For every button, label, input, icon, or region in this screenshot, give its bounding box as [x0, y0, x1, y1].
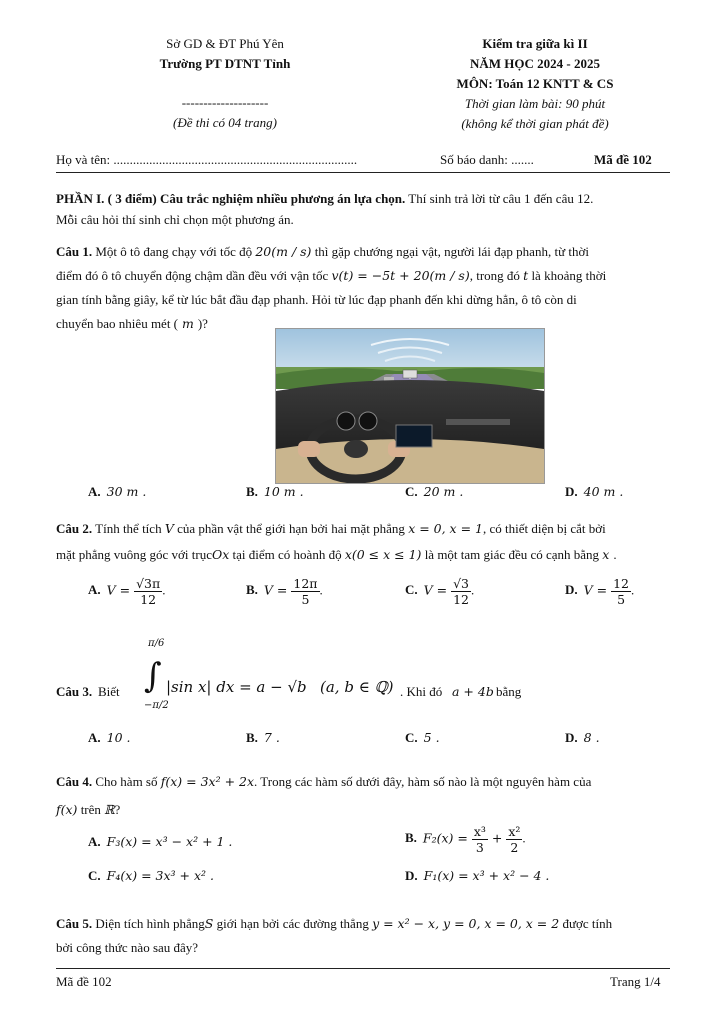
question-5	[56, 912, 676, 960]
q5-text: bởi công thức nào sau đây?	[56, 940, 199, 955]
q4-option-a[interactable]	[88, 834, 232, 850]
frac-den: 5	[301, 592, 310, 607]
option-fraction	[611, 576, 631, 607]
q3-integral: |sin x| dx = a − √b	[166, 678, 307, 696]
option-fraction	[506, 824, 522, 855]
q1-text: điểm đó ô tô chuyển động chậm dần đều với vận tốc	[56, 268, 332, 283]
q4-reals: ℝ	[104, 802, 115, 817]
footer-divider	[56, 968, 670, 969]
car-dashboard-braking-icon	[276, 329, 544, 483]
option-text: F₂(x) =	[422, 830, 472, 846]
q1-label: Câu 1.	[56, 244, 93, 259]
student-info-line	[56, 152, 670, 170]
option-text: V =	[583, 582, 612, 598]
q3-option-c[interactable]	[405, 730, 440, 746]
q2-option-d[interactable]	[565, 576, 634, 607]
option-label: A.	[88, 582, 101, 598]
q4-text: ?	[114, 802, 121, 817]
car-dashboard-photo	[275, 328, 545, 484]
q4-label: Câu 4.	[56, 774, 93, 789]
option-text: +	[487, 830, 507, 846]
q5-text: Diện tích hình phẳng	[92, 916, 205, 931]
option-text: F₄(x) = 3x³ + x² .	[106, 868, 214, 883]
option-text: 5 .	[423, 730, 440, 745]
q2-text: mặt phẳng vuông góc với trục	[56, 547, 212, 562]
q2-text: là một tam giác đều có cạnh bằng	[421, 547, 603, 562]
name-label: Họ và tên: ...........................................................................	[56, 152, 358, 167]
option-text: V =	[263, 582, 292, 598]
q2-option-c[interactable]	[405, 576, 474, 607]
option-text: 8 .	[583, 730, 600, 745]
q1-text: )?	[197, 316, 208, 331]
q1-text: Một ô tô đang chạy với tốc độ	[92, 244, 256, 259]
q1-var-t: t	[523, 268, 529, 283]
option-label: D.	[405, 868, 418, 883]
option-label: C.	[405, 582, 418, 598]
frac-den: 12	[140, 592, 157, 607]
integral-sign: ∫	[144, 656, 162, 696]
option-text: 10 .	[106, 730, 131, 745]
q1-text: là khoảng thời	[528, 268, 607, 283]
option-text: 20 m .	[423, 484, 464, 499]
option-text: .	[319, 582, 323, 598]
q1-option-b[interactable]	[246, 484, 304, 500]
q1-option-c[interactable]	[405, 484, 463, 500]
option-text: F₃(x) = x³ − x² + 1 .	[106, 834, 233, 849]
dept-name: Sở GD & ĐT Phú Yên	[166, 36, 284, 51]
part1-instructions	[56, 188, 676, 230]
frac-num: x²	[508, 824, 521, 839]
option-label: C.	[405, 730, 418, 745]
question-1	[56, 240, 676, 336]
q3-option-d[interactable]	[565, 730, 600, 746]
question-4	[56, 768, 676, 824]
q3-lower-limit: −π/2	[144, 700, 169, 711]
q4-option-c[interactable]	[88, 868, 214, 884]
frac-num: √3π	[136, 576, 161, 591]
q1-text: , trong đó	[469, 268, 524, 283]
time-note: (không kể thời gian phát đề)	[461, 116, 609, 131]
q1-text: chuyển bao nhiêu mét (	[56, 316, 179, 331]
q3-condition: (a, b ∈ ℚ)	[320, 678, 394, 696]
pages-note: (Đề thi có 04 trang)	[173, 115, 277, 130]
option-label: A.	[88, 834, 101, 849]
question-3	[56, 638, 676, 728]
part1-instr1: Thí sinh trả lời từ câu 1 đến câu 12.	[405, 191, 594, 206]
q2-range: x(0 ≤ x ≤ 1)	[344, 547, 422, 562]
q5-lines: y = x² − x, y = 0, x = 0, x = 2	[372, 916, 560, 931]
q3-text: Biết	[98, 684, 120, 699]
option-text: 40 m .	[583, 484, 624, 499]
option-label: B.	[246, 730, 258, 745]
option-label: D.	[565, 582, 578, 598]
footer-page: Trang 1/4	[610, 974, 661, 989]
header-right	[430, 34, 640, 134]
option-label: B.	[405, 830, 417, 846]
part1-title: PHẦN I. ( 3 điểm) Câu trắc nghiệm nhiều phương án lựa chọn.	[56, 191, 406, 206]
q4-text: trên	[77, 802, 105, 817]
option-text: F₁(x) = x³ + x² − 4 .	[423, 868, 550, 883]
frac-num: 12	[613, 576, 629, 591]
header-dashes: --------------------	[181, 95, 269, 110]
option-label: B.	[246, 582, 258, 598]
q2-text: .	[613, 547, 617, 562]
q1-text: gian tính bằng giây, kể từ lúc bắt đầu đạp phanh. Hỏi từ lúc đạp phanh đến khi dừng hẳn, ô tô còn di	[56, 292, 577, 307]
q5-text: giới hạn bởi các đường thẳng	[213, 916, 373, 931]
option-text: 10 m .	[263, 484, 304, 499]
option-text: V =	[423, 582, 452, 598]
q1-option-d[interactable]	[565, 484, 623, 500]
question-2	[56, 516, 676, 568]
frac-den: 2	[510, 840, 519, 855]
option-text: V =	[106, 582, 135, 598]
option-fraction	[291, 576, 319, 607]
id-label: Số báo danh: .......	[440, 152, 534, 167]
option-text: .	[631, 582, 635, 598]
q4-option-b[interactable]	[405, 824, 526, 855]
footer-code: Mã đề 102	[56, 974, 112, 989]
q5-text: được tính	[559, 916, 613, 931]
option-label: D.	[565, 730, 578, 745]
q3-text: bằng	[496, 684, 522, 699]
q4-text: . Trong các hàm số dưới đây, hàm số nào là một nguyên hàm của	[254, 774, 592, 789]
q2-label: Câu 2.	[56, 521, 93, 536]
option-text: .	[162, 582, 166, 598]
q5-var-s: S	[204, 916, 214, 931]
q3-option-b[interactable]	[246, 730, 280, 746]
option-fraction	[134, 576, 162, 607]
frac-num: 12π	[293, 576, 318, 591]
q4-text: Cho hàm số	[92, 774, 161, 789]
q1-speed: 20(m / s)	[255, 244, 312, 259]
frac-den: 5	[617, 592, 626, 607]
q1-text: thì gặp chướng ngại vật, người lái đạp phanh, từ thời	[311, 244, 589, 259]
q2-text: tại điểm có hoành độ	[229, 547, 345, 562]
frac-den: 3	[475, 840, 484, 855]
option-label: A.	[88, 730, 101, 745]
time-limit: Thời gian làm bài: 90 phút	[464, 96, 606, 111]
q2-text: Tính thể tích	[92, 521, 165, 536]
q4-function-ref: f(x)	[56, 802, 78, 817]
q1-option-a[interactable]	[88, 484, 146, 500]
frac-den: 12	[453, 592, 469, 607]
q2-option-b[interactable]	[246, 576, 323, 607]
q1-unit: m	[178, 316, 198, 331]
q4-function: f(x) = 3x² + 2x	[160, 774, 255, 789]
q3-expr: a + 4b	[452, 684, 494, 699]
q3-upper-limit: π/6	[148, 638, 165, 649]
q2-var-v: V	[164, 521, 174, 536]
option-label: B.	[246, 484, 258, 499]
frac-num: √3	[453, 576, 470, 591]
option-text: 7 .	[263, 730, 280, 745]
q1-velocity: v(t) = −5t + 20(m / s)	[331, 268, 470, 283]
option-label: A.	[88, 484, 101, 499]
subject: MÔN: Toán 12 KNTT & CS	[456, 76, 614, 91]
school-year: NĂM HỌC 2024 - 2025	[470, 56, 600, 71]
q4-option-d[interactable]	[405, 868, 549, 884]
frac-num: x³	[473, 824, 486, 839]
header-left	[120, 34, 330, 133]
q3-option-a[interactable]	[88, 730, 131, 746]
q2-planes: x = 0, x = 1	[408, 521, 483, 536]
option-text: 30 m .	[106, 484, 147, 499]
q2-side: x	[602, 547, 614, 562]
option-label: C.	[88, 868, 101, 883]
q5-label: Câu 5.	[56, 916, 93, 931]
option-label: D.	[565, 484, 578, 499]
exam-title: Kiểm tra giữa kì II	[482, 36, 588, 51]
part1-instr2: Mỗi câu hỏi thí sinh chỉ chọn một phương án.	[56, 212, 294, 227]
option-text: .	[522, 830, 526, 846]
option-text: .	[471, 582, 475, 598]
q2-option-a[interactable]	[88, 576, 165, 607]
q3-label: Câu 3.	[56, 684, 93, 699]
header-divider	[56, 172, 670, 173]
q2-text: , có thiết diện bị cắt bởi	[482, 521, 606, 536]
option-fraction	[451, 576, 471, 607]
option-fraction	[472, 824, 488, 855]
school-name: Trường PT DTNT Tỉnh	[159, 56, 291, 71]
option-label: C.	[405, 484, 418, 499]
exam-code: Mã đề 102	[594, 152, 652, 167]
q3-text: . Khi đó	[400, 684, 443, 699]
q2-axis: Ox	[211, 547, 230, 562]
q2-text: của phần vật thể giới hạn bởi hai mặt phẳng	[173, 521, 409, 536]
